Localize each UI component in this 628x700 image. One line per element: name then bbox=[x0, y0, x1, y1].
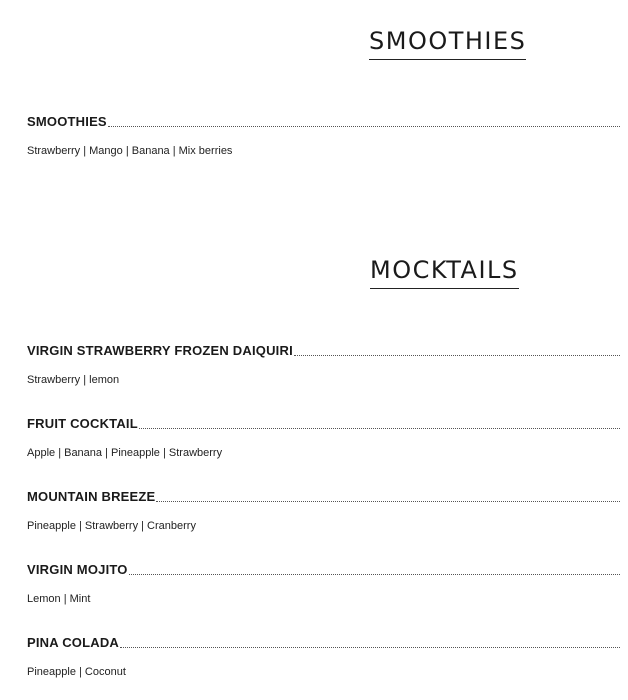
dotted-leader bbox=[120, 647, 620, 648]
menu-item-name: SMOOTHIES bbox=[27, 114, 107, 129]
menu-item bbox=[27, 560, 620, 606]
menu-item bbox=[27, 341, 620, 387]
menu-item-description: Strawberry | lemon bbox=[27, 374, 120, 386]
section-heading-mocktails: MOCKTAILS bbox=[370, 255, 519, 289]
menu-item-name: VIRGIN STRAWBERRY FROZEN DAIQUIRI bbox=[27, 343, 293, 358]
menu-item-description: Strawberry | Mango | Banana | Mix berries bbox=[27, 145, 233, 157]
menu-item-name: MOUNTAIN BREEZE bbox=[27, 489, 156, 504]
menu-item-title-row bbox=[27, 633, 620, 651]
menu-item-name: FRUIT COCKTAIL bbox=[27, 416, 138, 431]
dotted-leader bbox=[156, 501, 620, 502]
dotted-leader bbox=[129, 574, 620, 575]
menu-item-title-row bbox=[27, 487, 620, 505]
menu-item-name: VIRGIN MOJITO bbox=[27, 562, 128, 577]
menu-item-name: PINA COLADA bbox=[27, 635, 119, 650]
menu-item-title-row bbox=[27, 112, 620, 130]
menu-item bbox=[27, 487, 620, 533]
menu-item-title-row bbox=[27, 341, 620, 359]
dotted-leader bbox=[108, 126, 620, 127]
menu-item-description: Apple | Banana | Pineapple | Strawberry bbox=[27, 447, 223, 459]
menu-item-title-row bbox=[27, 560, 620, 578]
menu-item-description: Pineapple | Coconut bbox=[27, 666, 126, 678]
dotted-leader bbox=[139, 428, 620, 429]
menu-item bbox=[27, 112, 620, 158]
menu-item bbox=[27, 414, 620, 460]
dotted-leader bbox=[294, 355, 620, 356]
menu-item bbox=[27, 633, 620, 679]
menu-item-title-row bbox=[27, 414, 620, 432]
menu-item-description: Lemon | Mint bbox=[27, 593, 91, 605]
section-heading-smoothies: SMOOTHIES bbox=[369, 26, 526, 60]
menu-item-description: Pineapple | Strawberry | Cranberry bbox=[27, 520, 196, 532]
